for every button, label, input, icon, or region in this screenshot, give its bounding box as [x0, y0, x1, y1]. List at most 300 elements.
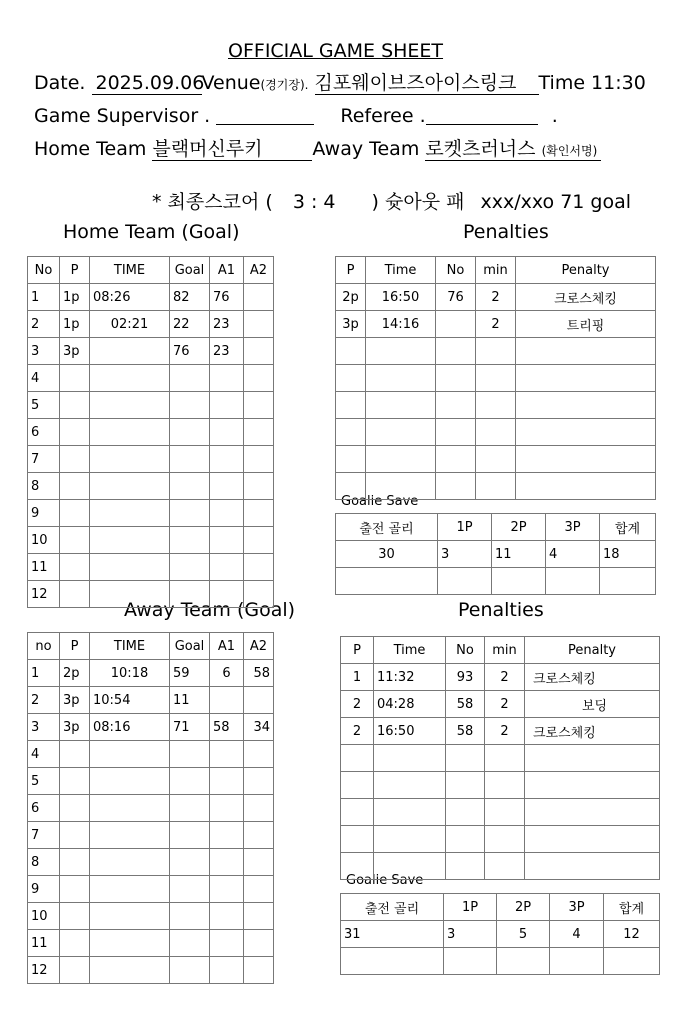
score-suffix: ) 슛아웃 패 [371, 191, 465, 213]
home-penalties-row [336, 392, 656, 419]
away-goals-row [28, 957, 274, 984]
home-goals-cell: 2 [28, 311, 60, 338]
away-penalties-row [341, 664, 660, 691]
home-goals-cell [90, 446, 170, 473]
home-goals-cell [244, 581, 274, 608]
away-goals-cell: 9 [28, 876, 60, 903]
away-goals-cell: 12 [28, 957, 60, 984]
home-penalties-header-cell: min [476, 257, 516, 284]
home-goals-cell [244, 284, 274, 311]
away-goalie-cell [444, 948, 497, 975]
away-goals-row [28, 768, 274, 795]
away-goalie-header-cell: 합계 [604, 894, 660, 921]
home-penalties-header-cell: Time [366, 257, 436, 284]
home-goals-cell [210, 554, 244, 581]
home-penalties-table [335, 256, 656, 500]
home-penalties-cell [516, 338, 656, 365]
away-goalie-cell [341, 948, 444, 975]
home-goals-cell: 10 [28, 527, 60, 554]
away-goals-cell: 6 [210, 660, 244, 687]
away-goalie-cell: 5 [497, 921, 550, 948]
date-venue-time-line [34, 72, 646, 95]
home-goals-cell [244, 392, 274, 419]
home-goalie-header-row [336, 514, 656, 541]
away-penalties-cell [525, 799, 660, 826]
home-goals-cell [170, 500, 210, 527]
score-prefix: * 최종스코어 ( [152, 191, 273, 213]
away-goals-cell [210, 768, 244, 795]
home-goals-cell: 1 [28, 284, 60, 311]
away-penalties-row [341, 745, 660, 772]
home-penalties-header-cell: Penalty [516, 257, 656, 284]
home-goals-cell [60, 581, 90, 608]
away-goals-cell [170, 930, 210, 957]
home-goals-cell [90, 554, 170, 581]
date-label: Date. [34, 72, 86, 94]
away-penalties-cell [341, 799, 374, 826]
away-goals-cell: 5 [28, 768, 60, 795]
away-penalties-cell: 2 [485, 718, 525, 745]
away-goals-cell [170, 795, 210, 822]
away-goals-cell [90, 741, 170, 768]
home-goals-cell [90, 419, 170, 446]
away-goalie-cell: 31 [341, 921, 444, 948]
home-penalties-cell [516, 392, 656, 419]
away-goals-cell [210, 795, 244, 822]
away-goals-cell [90, 795, 170, 822]
away-goals-cell [90, 768, 170, 795]
away-penalties-row [341, 718, 660, 745]
home-goalie-cell: 11 [492, 541, 546, 568]
away-goals-cell: 8 [28, 849, 60, 876]
home-goals-cell: 8 [28, 473, 60, 500]
home-goals-cell [210, 365, 244, 392]
home-goalie-row [336, 568, 656, 595]
home-goals-header-cell: Goal [170, 257, 210, 284]
home-goals-row [28, 446, 274, 473]
final-score-line [152, 187, 631, 214]
away-penalties-table [340, 636, 660, 880]
home-goalie-cell [492, 568, 546, 595]
away-team-label: Away Team [312, 138, 420, 160]
home-goals-row [28, 392, 274, 419]
home-goals-header-cell: A1 [210, 257, 244, 284]
away-goals-cell [170, 876, 210, 903]
home-team-label: Home Team [34, 138, 147, 160]
away-goals-cell: 11 [28, 930, 60, 957]
away-goals-cell [210, 903, 244, 930]
away-penalties-cell: 보딩 [525, 691, 660, 718]
away-penalties-cell [374, 772, 446, 799]
home-goalie-cell: 30 [336, 541, 438, 568]
home-goals-cell: 23 [210, 311, 244, 338]
away-goals-cell [60, 849, 90, 876]
away-penalties-cell [525, 772, 660, 799]
home-penalties-cell [516, 419, 656, 446]
home-penalties-title: Penalties [463, 221, 549, 243]
home-goals-cell [170, 446, 210, 473]
officials-line [34, 105, 558, 127]
home-penalties-row [336, 365, 656, 392]
away-goals-cell [90, 876, 170, 903]
home-penalties-cell [516, 446, 656, 473]
home-goals-row [28, 581, 274, 608]
home-goalie-header-cell: 3P [546, 514, 600, 541]
home-penalties-cell: 트리핑 [516, 311, 656, 338]
away-penalties-cell: 2 [485, 664, 525, 691]
away-goals-row [28, 741, 274, 768]
home-goals-cell [244, 365, 274, 392]
home-penalties-cell [366, 392, 436, 419]
home-goals-cell [244, 446, 274, 473]
away-goals-cell: 59 [170, 660, 210, 687]
sheet-title: OFFICIAL GAME SHEET [228, 40, 444, 62]
home-goals-cell: 23 [210, 338, 244, 365]
away-goals-row [28, 849, 274, 876]
home-goals-cell [210, 392, 244, 419]
away-goalie-header-cell: 1P [444, 894, 497, 921]
away-goals-cell [90, 930, 170, 957]
home-penalties-cell: 크로스체킹 [516, 284, 656, 311]
home-penalties-cell [336, 419, 366, 446]
home-goals-cell [170, 419, 210, 446]
home-goalie-header-cell: 2P [492, 514, 546, 541]
home-goals-cell [210, 419, 244, 446]
away-goals-cell [244, 930, 274, 957]
away-goals-cell [90, 903, 170, 930]
home-penalties-header-cell: No [436, 257, 476, 284]
venue-suffix: (경기장). [260, 78, 309, 92]
away-penalties-cell: 1 [341, 664, 374, 691]
away-goals-cell [60, 741, 90, 768]
home-goals-cell [210, 473, 244, 500]
home-penalties-row [336, 473, 656, 500]
away-penalties-cell [485, 799, 525, 826]
away-goals-cell: 10 [28, 903, 60, 930]
away-goalie-cell: 4 [550, 921, 604, 948]
home-penalties-cell [336, 338, 366, 365]
home-goals-cell: 76 [210, 284, 244, 311]
away-goals-cell [90, 822, 170, 849]
away-goals-cell [244, 687, 274, 714]
home-goalie-title: Goalie Save [341, 494, 419, 509]
home-goals-cell: 6 [28, 419, 60, 446]
away-goals-header-cell: TIME [90, 633, 170, 660]
supervisor-field[interactable] [216, 106, 314, 125]
home-goals-cell [90, 527, 170, 554]
away-penalties-cell [446, 745, 485, 772]
home-penalties-cell: 2p [336, 284, 366, 311]
home-penalties-cell [476, 473, 516, 500]
home-goalie-cell: 3 [438, 541, 492, 568]
shootout-note: xxx/xxo 71 goal [480, 191, 632, 213]
away-goalie-cell [604, 948, 660, 975]
away-goals-title: Away Team (Goal) [124, 599, 296, 621]
home-goals-title: Home Team (Goal) [63, 221, 240, 243]
home-penalties-cell [436, 365, 476, 392]
away-penalties-header-cell: Time [374, 637, 446, 664]
home-goals-cell [60, 527, 90, 554]
home-goals-cell: 4 [28, 365, 60, 392]
home-penalties-cell: 3p [336, 311, 366, 338]
away-penalties-cell: 크로스체킹 [525, 718, 660, 745]
home-goals-cell [60, 392, 90, 419]
away-goals-cell [210, 687, 244, 714]
away-penalties-cell: 93 [446, 664, 485, 691]
home-goals-cell: 9 [28, 500, 60, 527]
home-penalties-cell [336, 473, 366, 500]
away-penalties-cell [485, 772, 525, 799]
away-goals-cell [210, 930, 244, 957]
home-penalties-cell [336, 365, 366, 392]
home-goals-cell [244, 527, 274, 554]
away-penalties-cell [374, 826, 446, 853]
away-goals-cell [170, 822, 210, 849]
away-goals-row [28, 795, 274, 822]
away-goals-cell [170, 957, 210, 984]
home-goals-cell: 1p [60, 311, 90, 338]
away-goals-cell: 58 [244, 660, 274, 687]
home-penalties-cell [476, 446, 516, 473]
home-penalties-cell [336, 392, 366, 419]
home-goals-cell [210, 500, 244, 527]
away-penalties-cell [446, 772, 485, 799]
home-goals-cell [244, 419, 274, 446]
venue-label: Venue [201, 72, 261, 94]
away-goals-cell: 1 [28, 660, 60, 687]
home-goalie-table [335, 513, 656, 595]
away-goals-cell: 08:16 [90, 714, 170, 741]
home-goals-cell [244, 473, 274, 500]
away-goals-header-cell: P [60, 633, 90, 660]
away-penalties-cell [485, 853, 525, 880]
home-goalie-cell [600, 568, 656, 595]
away-goals-cell [60, 957, 90, 984]
away-goals-cell: 58 [210, 714, 244, 741]
home-goalie-header-cell: 출전 골리 [336, 514, 438, 541]
home-penalties-cell: 2 [476, 284, 516, 311]
home-goals-cell [60, 500, 90, 527]
home-goals-cell: 08:26 [90, 284, 170, 311]
away-goals-cell [60, 903, 90, 930]
away-goals-header-cell: Goal [170, 633, 210, 660]
home-goals-cell: 02:21 [90, 311, 170, 338]
home-goals-row [28, 284, 274, 311]
home-penalties-cell: 14:16 [366, 311, 436, 338]
away-goals-cell: 34 [244, 714, 274, 741]
away-goals-cell [60, 768, 90, 795]
away-penalties-cell: 2 [341, 691, 374, 718]
home-goals-cell: 5 [28, 392, 60, 419]
home-goals-cell [244, 554, 274, 581]
home-goals-cell [170, 392, 210, 419]
away-goals-cell: 3 [28, 714, 60, 741]
home-goalie-cell [336, 568, 438, 595]
away-goals-header-row [28, 633, 274, 660]
away-penalties-row [341, 799, 660, 826]
away-goals-cell: 4 [28, 741, 60, 768]
away-goals-cell [210, 822, 244, 849]
home-penalties-cell [476, 365, 516, 392]
home-goals-cell [210, 527, 244, 554]
home-penalties-cell [516, 365, 656, 392]
away-goalie-row [341, 948, 660, 975]
home-goalie-header-cell: 1P [438, 514, 492, 541]
away-goals-header-cell: A1 [210, 633, 244, 660]
away-goals-row [28, 876, 274, 903]
home-goalie-cell: 4 [546, 541, 600, 568]
away-penalties-row [341, 691, 660, 718]
home-penalties-header-row [336, 257, 656, 284]
away-penalties-cell: 16:50 [374, 718, 446, 745]
home-goals-cell [170, 554, 210, 581]
away-goals-row [28, 930, 274, 957]
home-goals-cell: 22 [170, 311, 210, 338]
away-goalie-header-cell: 2P [497, 894, 550, 921]
away-penalties-cell [446, 799, 485, 826]
away-goals-cell: 2p [60, 660, 90, 687]
away-goals-cell [244, 768, 274, 795]
home-goals-cell [60, 554, 90, 581]
home-goals-cell: 76 [170, 338, 210, 365]
away-penalties-header-row [341, 637, 660, 664]
away-goals-cell: 3p [60, 714, 90, 741]
home-goals-cell [170, 365, 210, 392]
away-goals-cell: 7 [28, 822, 60, 849]
away-penalties-cell: 2 [485, 691, 525, 718]
away-goals-row [28, 903, 274, 930]
home-goals-cell [60, 419, 90, 446]
home-penalties-cell [336, 446, 366, 473]
away-goalie-cell: 3 [444, 921, 497, 948]
home-penalties-cell [476, 419, 516, 446]
referee-end: . [551, 105, 558, 127]
home-penalties-cell [516, 473, 656, 500]
away-penalties-cell [341, 853, 374, 880]
home-team-value: 블랙머신루키 [152, 140, 312, 161]
away-penalties-title: Penalties [458, 599, 544, 621]
away-penalties-cell [374, 799, 446, 826]
home-goals-cell [60, 446, 90, 473]
away-goals-cell: 10:54 [90, 687, 170, 714]
away-goals-row [28, 714, 274, 741]
away-penalties-cell [374, 745, 446, 772]
away-goals-cell [210, 849, 244, 876]
home-goals-cell: 3 [28, 338, 60, 365]
away-penalties-row [341, 826, 660, 853]
home-goals-cell [90, 392, 170, 419]
away-penalties-cell [525, 853, 660, 880]
date-value: 2025.09.06 [92, 74, 202, 95]
away-penalties-header-cell: Penalty [525, 637, 660, 664]
home-penalties-cell [366, 446, 436, 473]
home-penalties-cell [366, 419, 436, 446]
home-goals-cell [90, 365, 170, 392]
away-penalties-cell: 04:28 [374, 691, 446, 718]
home-goals-cell: 1p [60, 284, 90, 311]
away-goals-cell [244, 957, 274, 984]
away-goals-cell [244, 795, 274, 822]
home-goals-cell [210, 581, 244, 608]
home-goals-cell [90, 473, 170, 500]
away-goals-row [28, 687, 274, 714]
away-penalties-header-cell: min [485, 637, 525, 664]
venue-value: 김포웨이브즈아이스링크 [315, 74, 539, 95]
away-goalie-table [340, 893, 660, 975]
away-goalie-header-cell: 3P [550, 894, 604, 921]
away-goals-cell: 2 [28, 687, 60, 714]
away-goals-cell [244, 822, 274, 849]
away-penalties-cell [485, 745, 525, 772]
home-penalties-row [336, 446, 656, 473]
home-penalties-cell [476, 392, 516, 419]
home-penalties-cell [436, 473, 476, 500]
away-penalties-row [341, 853, 660, 880]
away-goalie-cell [497, 948, 550, 975]
away-goals-cell [170, 903, 210, 930]
away-goalie-cell: 12 [604, 921, 660, 948]
time-label: Time 11:30 [538, 72, 646, 94]
home-goals-table [27, 256, 274, 608]
home-goals-cell [90, 581, 170, 608]
home-goalie-header-cell: 합계 [600, 514, 656, 541]
away-penalties-cell [374, 853, 446, 880]
home-penalties-row [336, 338, 656, 365]
away-goals-cell [210, 741, 244, 768]
away-goals-cell: 71 [170, 714, 210, 741]
away-goals-cell [60, 876, 90, 903]
home-goals-cell [210, 446, 244, 473]
away-goals-cell [244, 876, 274, 903]
home-goals-cell [244, 500, 274, 527]
away-penalties-cell: 크로스체킹 [525, 664, 660, 691]
home-goals-cell [170, 581, 210, 608]
home-goals-cell: 82 [170, 284, 210, 311]
away-penalties-header-cell: No [446, 637, 485, 664]
home-penalties-row [336, 284, 656, 311]
home-goals-cell: 7 [28, 446, 60, 473]
away-goals-cell: 6 [28, 795, 60, 822]
home-penalties-cell [436, 311, 476, 338]
away-goals-cell [244, 849, 274, 876]
home-goals-row [28, 419, 274, 446]
away-goalie-row [341, 921, 660, 948]
home-goals-row [28, 473, 274, 500]
home-penalties-header-cell: P [336, 257, 366, 284]
away-goals-cell [244, 903, 274, 930]
home-goals-row [28, 554, 274, 581]
home-goals-row [28, 527, 274, 554]
home-penalties-cell [436, 446, 476, 473]
home-goals-cell [60, 365, 90, 392]
home-goals-cell [170, 527, 210, 554]
away-penalties-cell [525, 745, 660, 772]
away-penalties-cell [446, 826, 485, 853]
away-goals-cell [210, 957, 244, 984]
home-penalties-cell: 16:50 [366, 284, 436, 311]
home-goalie-cell [438, 568, 492, 595]
home-goals-cell [60, 473, 90, 500]
referee-field[interactable] [426, 106, 538, 125]
home-goalie-cell: 18 [600, 541, 656, 568]
home-goals-cell [244, 311, 274, 338]
away-penalties-cell [446, 853, 485, 880]
home-penalties-cell [476, 338, 516, 365]
away-penalties-cell [525, 826, 660, 853]
home-goals-header-cell: TIME [90, 257, 170, 284]
away-goals-cell [60, 795, 90, 822]
away-goals-row [28, 660, 274, 687]
